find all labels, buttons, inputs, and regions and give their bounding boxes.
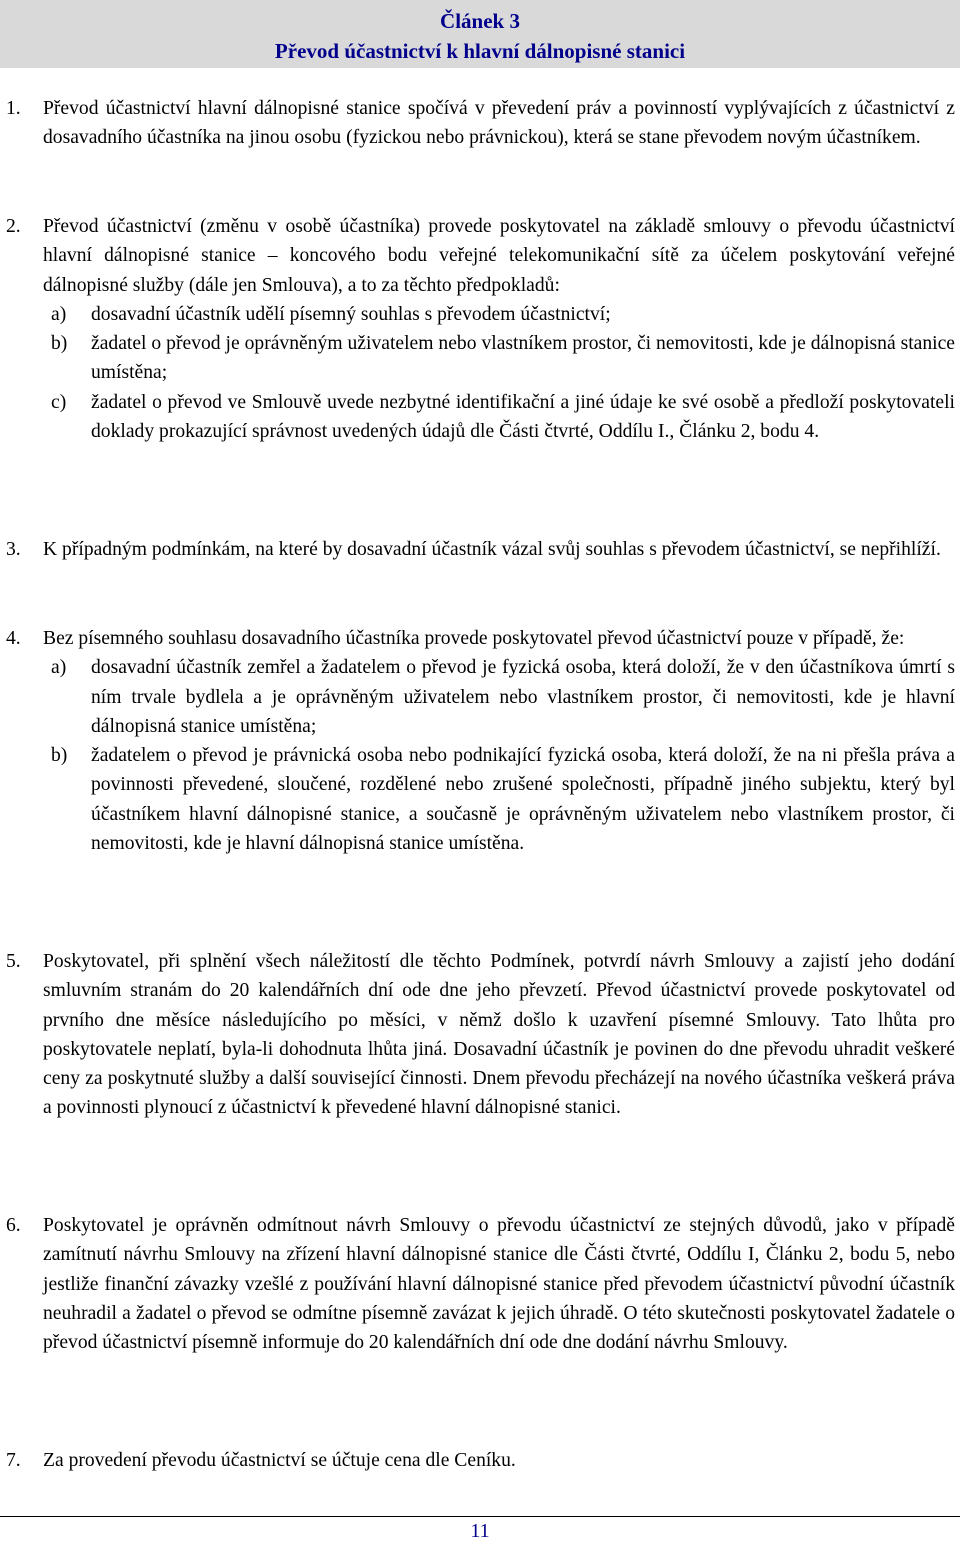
section-text: K případným podmínkám, na které by dosavadní účastník vázal svůj souhlas s převodem účastnictví, se nepřihlíží. bbox=[43, 539, 941, 560]
article-title: Převod účastnictví k hlavní dálnopisné stanici bbox=[274, 39, 686, 63]
section-body bbox=[43, 212, 955, 446]
list-item bbox=[43, 741, 955, 858]
list-item bbox=[43, 329, 955, 388]
section-text: Za provedení převodu účastnictví se účtuje cena dle Ceníku. bbox=[43, 1450, 516, 1471]
list-item-label: b) bbox=[51, 333, 68, 355]
section-number: 2. bbox=[6, 216, 21, 237]
section-text: Poskytovatel je oprávněn odmítnout návrh Smlouvy o převodu účastnictví ze stejných důvodů, jako v případě zamítnutí návrhu Smlouvy na zřízení hlavní dálnopisné stanice dle Části čtvrté, Oddílu I, Článku 2, bodu 5, nebo jestliže finanční závazky vzešlé z používání hlavní dálnopisné stanice před převodem účastnictví původní účastník neuhradil a žadatel o převod se odmítne písemně zavázat k jejich úhradě. O této skutečnosti poskytovatel žadatele o převod účastnictví písemně informuje do 20 kalendářních dní ode dne dodání návrhu Smlouvy. bbox=[43, 1215, 955, 1354]
section-number: 1. bbox=[6, 98, 21, 119]
section-number: 6. bbox=[6, 1215, 21, 1236]
list-item bbox=[43, 388, 955, 447]
footer-divider bbox=[0, 1516, 960, 1517]
section-number: 3. bbox=[6, 539, 21, 560]
list-item-text: žadatel o převod ve Smlouvě uvede nezbytné identifikační a jiné údaje ke své osobě a předloží poskytovateli doklady prokazující správnost uvedených údajů dle Části čtvrté, Oddílu I., Článku 2, bodu 4. bbox=[91, 391, 955, 443]
list-item-label: c) bbox=[51, 391, 67, 413]
section-text: Poskytovatel, při splnění všech náležitostí dle těchto Podmínek, potvrdí návrh Smlouvy a zajistí jeho dodání smluvním stranám do 20 kalendářních dní ode dne jeho převzetí. Převod účastnictví provede poskytovatel od prvního dne měsíce následujícího po měsíci, v němž došlo k uzavření písemné Smlouvy. Tato lhůta pro poskytovatele neplatí, byla-li dohodnuta lhůta jiná. Dosavadní účastník je povinen do dne převodu uhradit veškeré ceny za poskytnuté služby a další související činnosti. Dnem převodu přecházejí na nového účastníka veškerá práva a povinnosti plynoucí z účastnictví k převedené hlavní dálnopisné stanici. bbox=[43, 951, 955, 1119]
list-item-label: a) bbox=[51, 303, 67, 325]
list-item bbox=[43, 300, 955, 329]
page-number: 11 bbox=[470, 1520, 490, 1542]
section-text: Bez písemného souhlasu dosavadního účastníka provede poskytovatel převod účastnictví pouze v případě, že: bbox=[43, 628, 905, 649]
section-body bbox=[43, 624, 955, 858]
section-text: Převod účastnictví hlavní dálnopisné stanice spočívá v převedení práv a povinností vyplývajících z účastnictví z dosavadního účastníka na jinou osobu (fyzickou nebo právnickou), která se stane převodem novým účastníkem. bbox=[43, 98, 955, 149]
article-header bbox=[0, 0, 960, 68]
section-number: 5. bbox=[6, 951, 21, 972]
list-item bbox=[43, 653, 955, 741]
list-item-text: žadatel o převod je oprávněným uživatelem nebo vlastníkem prostor, či nemovitosti, kde je dálnopisná stanice umístěna; bbox=[91, 333, 955, 384]
list-item-text: dosavadní účastník udělí písemný souhlas s převodem účastnictví; bbox=[91, 303, 611, 325]
section-number: 4. bbox=[6, 628, 21, 649]
section-text: Převod účastnictví (změnu v osobě účastníka) provede poskytovatel na základě smlouvy o převodu účastnictví hlavní dálnopisné stanice – koncového bodu veřejné telekomunikační sítě za účelem poskytování veřejné dálnopisné služby (dále jen Smlouva), a to za těchto předpokladů: bbox=[43, 216, 955, 296]
section-number: 7. bbox=[6, 1450, 21, 1471]
article-number: Článek 3 bbox=[440, 9, 520, 33]
list-item-label: a) bbox=[51, 657, 67, 679]
list-item-text: žadatelem o převod je právnická osoba nebo podnikající fyzická osoba, která doloží, že na ni přešla práva a povinnosti převedené, sloučené, rozdělené nebo zrušené společnosti, případně jiného subjektu, který byl účastníkem hlavní dálnopisné stanice, a současně je oprávněným uživatelem nebo vlastníkem prostor, či nemovitosti, kde je hlavní dálnopisná stanice umístěna. bbox=[91, 745, 955, 855]
list-item-label: b) bbox=[51, 745, 68, 767]
list-item-text: dosavadní účastník zemřel a žadatelem o převod je fyzická osoba, která doloží, že v den účastníkova úmrtí s ním trvale bydlela a je oprávněným uživatelem nebo vlastníkem prostor, či nemovitosti, kde je hlavní dálnopisná stanice umístěna; bbox=[91, 657, 955, 737]
